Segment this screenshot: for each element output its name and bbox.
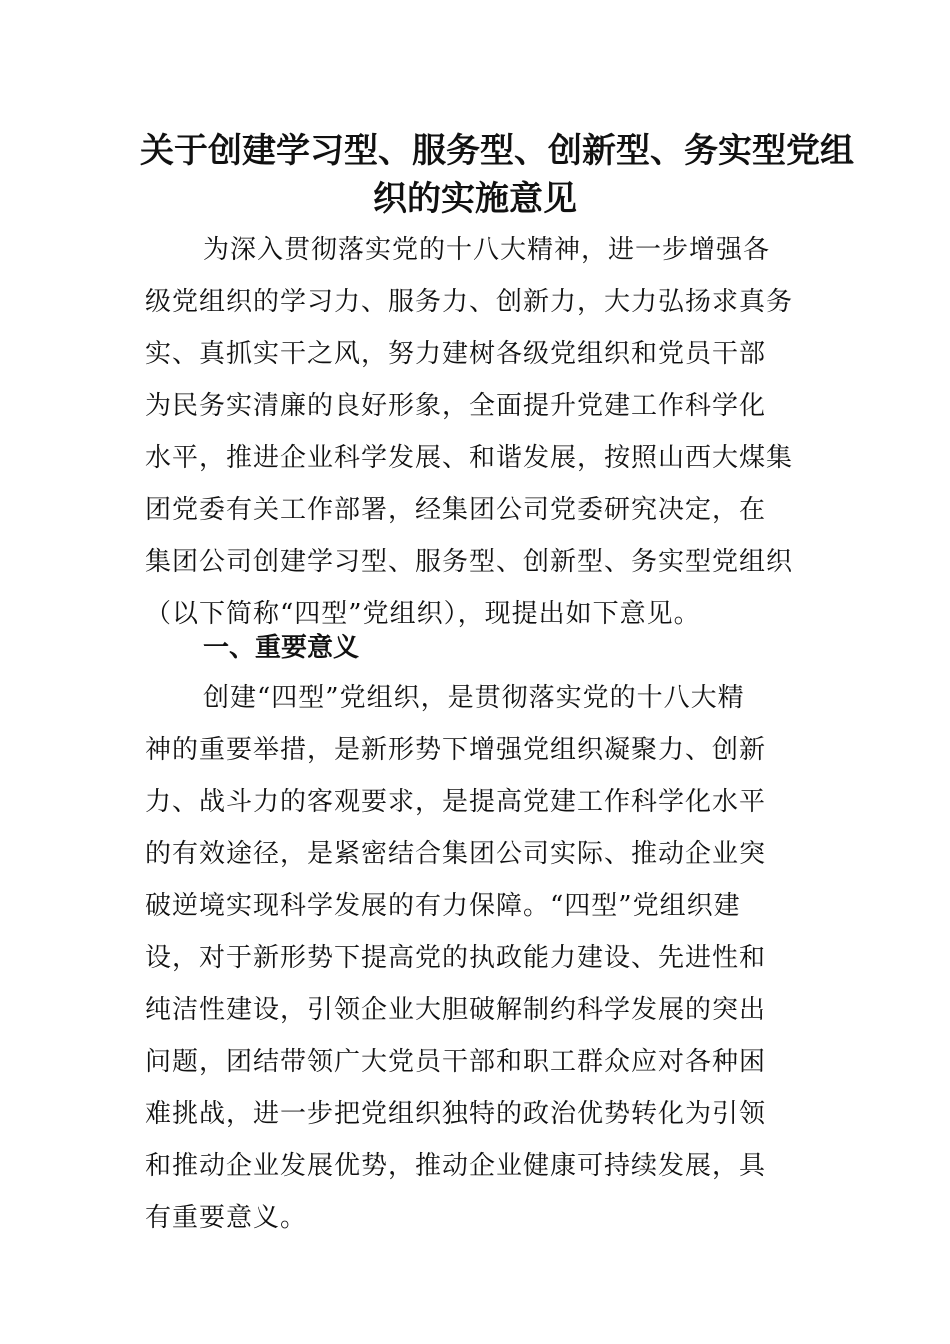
paragraph-line: 的有效途径，是紧密结合集团公司实际、推动企业突: [145, 839, 767, 869]
paragraph-line: 团党委有关工作部署，经集团公司党委研究决定，在: [145, 495, 767, 525]
paragraph-line: 和推动企业发展优势，推动企业健康可持续发展，具: [145, 1151, 767, 1181]
paragraph-line: 难挑战，进一步把党组织独特的政治优势转化为引领: [145, 1099, 767, 1129]
paragraph-line: （以下简称“四型”党组织），现提出如下意见。: [145, 599, 701, 629]
intro-paragraph: [145, 224, 805, 640]
document-title-line-2: 织的实施意见: [373, 179, 577, 219]
paragraph-line: 设，对于新形势下提高党的执政能力建设、先进性和: [145, 943, 767, 973]
paragraph-line: 水平，推进企业科学发展、和谐发展，按照山西大煤集: [145, 443, 794, 473]
paragraph-line: 为民务实清廉的良好形象，全面提升党建工作科学化: [145, 391, 767, 421]
document-title-line-1: 关于创建学习型、服务型、创新型、务实型党组: [140, 131, 854, 171]
paragraph-line: 神的重要举措，是新形势下增强党组织凝聚力、创新: [145, 735, 767, 765]
paragraph-line: 力、战斗力的客观要求，是提高党建工作科学化水平: [145, 787, 767, 817]
paragraph-line: 纯洁性建设，引领企业大胆破解制约科学发展的突出: [145, 995, 767, 1025]
paragraph-line: 实、真抓实干之风，努力建树各级党组织和党员干部: [145, 339, 767, 369]
paragraph-line: 创建“四型”党组织，是贯彻落实党的十八大精: [203, 683, 745, 713]
paragraph-line: 有重要意义。: [145, 1203, 308, 1233]
importance-paragraph: [145, 672, 805, 1244]
paragraph-line: 破逆境实现科学发展的有力保障。“四型”党组织建: [145, 891, 741, 921]
paragraph-line: 问题，团结带领广大党员干部和职工群众应对各种困: [145, 1047, 767, 1077]
paragraph-line: 级党组织的学习力、服务力、创新力，大力弘扬求真务: [145, 287, 794, 317]
paragraph-line: 集团公司创建学习型、服务型、创新型、务实型党组织: [145, 547, 794, 577]
section-heading-importance: 一、重要意义: [203, 633, 360, 663]
paragraph-line: 为深入贯彻落实党的十八大精神，进一步增强各: [203, 235, 771, 265]
